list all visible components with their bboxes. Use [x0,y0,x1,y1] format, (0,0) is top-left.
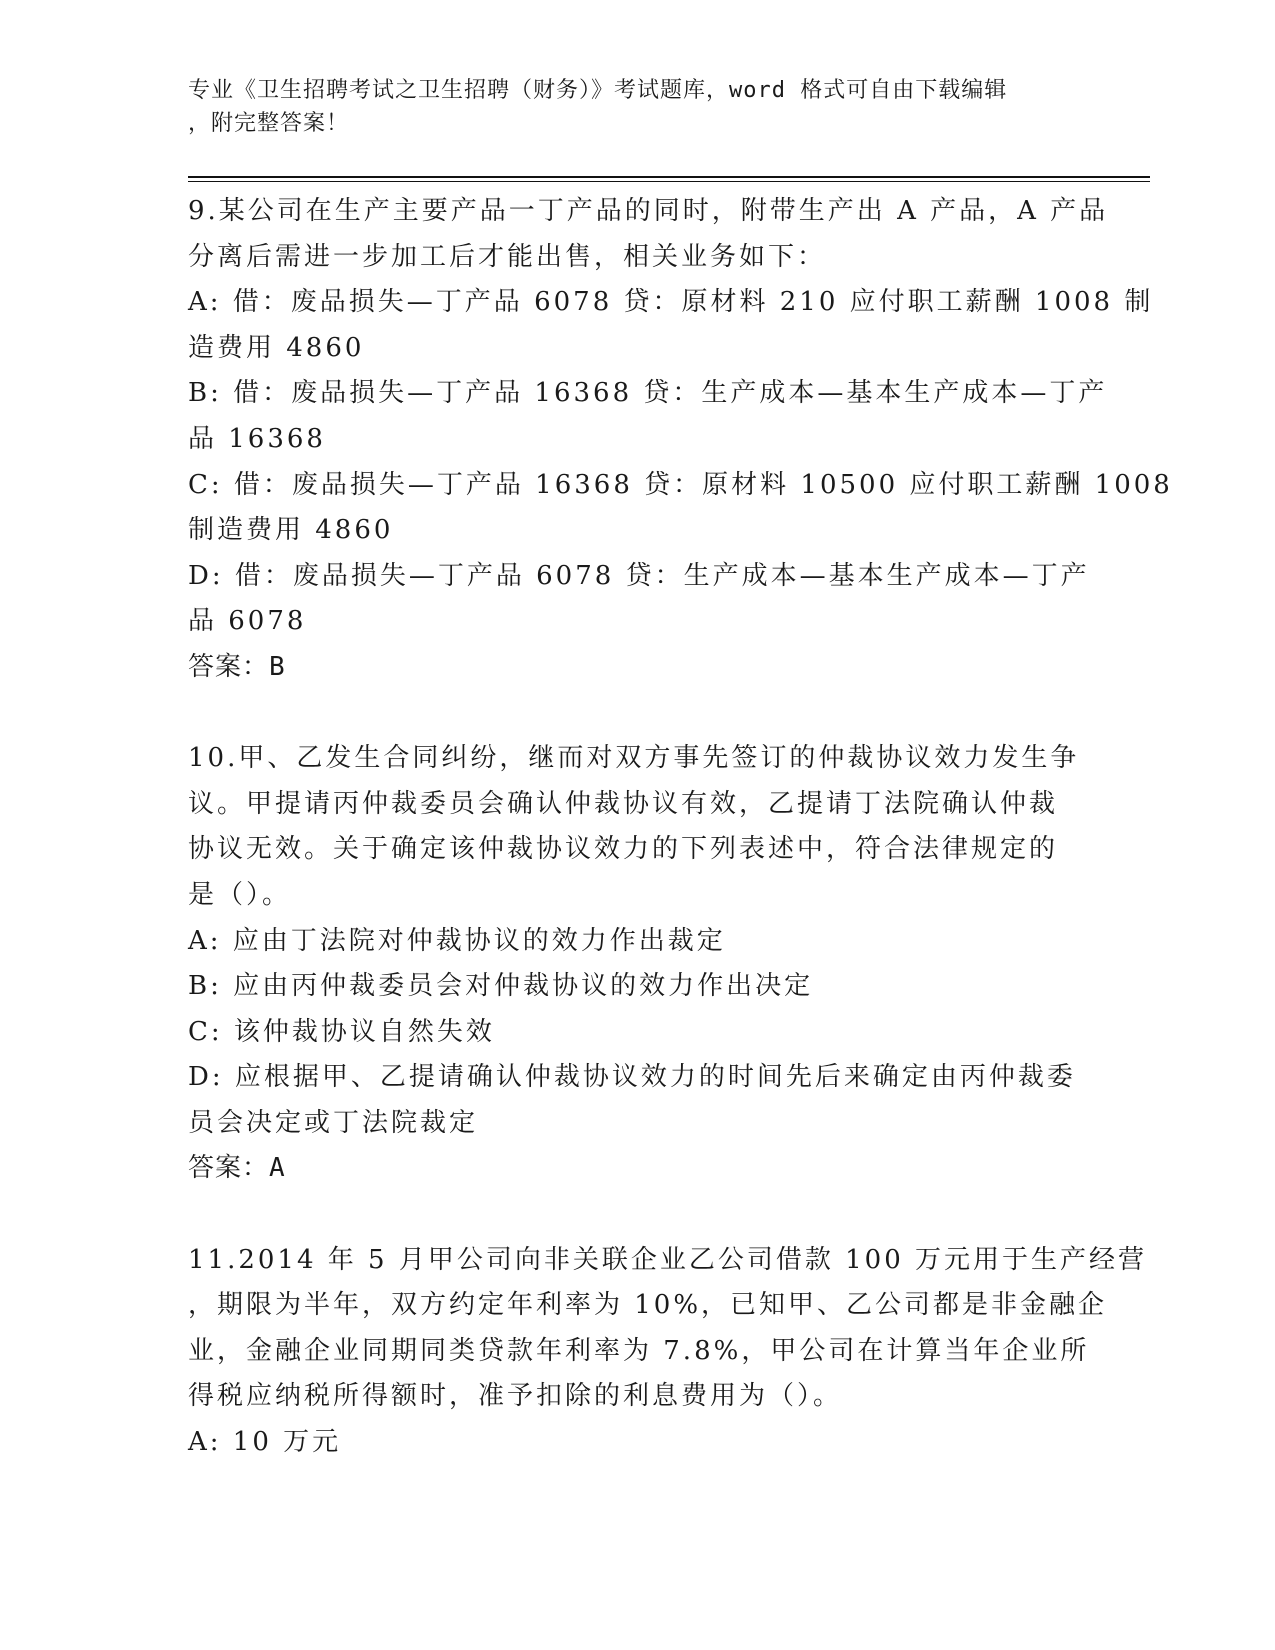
option-a: A: 借：废品损失—丁产品 6078 贷：原材料 210 应付职工薪酬 1008 制 [188,287,1154,318]
question-10 [188,736,1088,1192]
option-b-cont: 品 16368 [188,423,326,454]
option-d: D: 应根据甲、乙提请确认仲裁协议效力的时间先后来确定由丙仲裁委 [188,1062,1076,1093]
question-stem: 协议无效。关于确定该仲裁协议效力的下列表述中，符合法律规定的 [188,834,1059,865]
header-rule-thick [188,176,1150,178]
question-stem: 得税应纳税所得额时，准予扣除的利息费用为（）。 [188,1381,843,1412]
option-c: C: 借：废品损失—丁产品 16368 贷：原材料 10500 应付职工薪酬 1008 [188,469,1173,500]
option-c: C: 该仲裁协议自然失效 [188,1016,495,1047]
option-d-cont: 品 6078 [188,606,307,637]
question-stem: 10.甲、乙发生合同纠纷，继而对双方事先签订的仲裁协议效力发生争 [188,743,1080,774]
spacer [188,691,1088,737]
header-rule-thin [188,181,1150,182]
question-stem: ，期限为半年，双方约定年利率为 10%，已知甲、乙公司都是非金融企 [188,1290,1108,1321]
answer: 答案：B [188,651,286,682]
option-a: A: 应由丁法院对仲裁协议的效力作出裁定 [188,925,726,956]
option-b: B: 应由丙仲裁委员会对仲裁协议的效力作出决定 [188,971,814,1002]
question-stem: 议。甲提请丙仲裁委员会确认仲裁协议有效，乙提请丁法院确认仲裁 [188,788,1059,819]
question-11 [188,1238,1148,1466]
option-c-cont: 制造费用 4860 [188,515,394,546]
question-stem: 是（）。 [188,879,292,910]
option-d: D: 借：废品损失—丁产品 6078 贷：生产成本—基本生产成本—丁产 [188,560,1090,591]
question-stem: 9.某公司在生产主要产品一丁产品的同时，附带生产出 A 产品，A 产品 [188,196,1109,226]
spacer [188,1192,1088,1238]
option-d-cont: 员会决定或丁法院裁定 [188,1107,479,1138]
answer: 答案：A [188,1153,286,1184]
document-header [188,74,1068,140]
header-line-1: 专业《卫生招聘考试之卫生招聘（财务）》考试题库，word 格式可自由下载编辑 [188,78,1008,103]
option-a: A: 10 万元 [188,1427,342,1458]
question-stem: 分离后需进一步加工后才能出售，相关业务如下： [188,241,827,272]
question-stem: 业，金融企业同期同类贷款年利率为 7.8%，甲公司在计算当年企业所 [188,1335,1090,1366]
header-line-2: ，附完整答案！ [188,111,350,136]
question-9 [188,189,1173,691]
question-stem: 11.2014 年 5 月甲公司向非关联企业乙公司借款 100 万元用于生产经营 [188,1244,1148,1275]
question-list [188,189,1173,1466]
option-b: B: 借：废品损失—丁产品 16368 贷：生产成本—基本生产成本—丁产 [188,378,1108,409]
option-a-cont: 造费用 4860 [188,332,365,363]
